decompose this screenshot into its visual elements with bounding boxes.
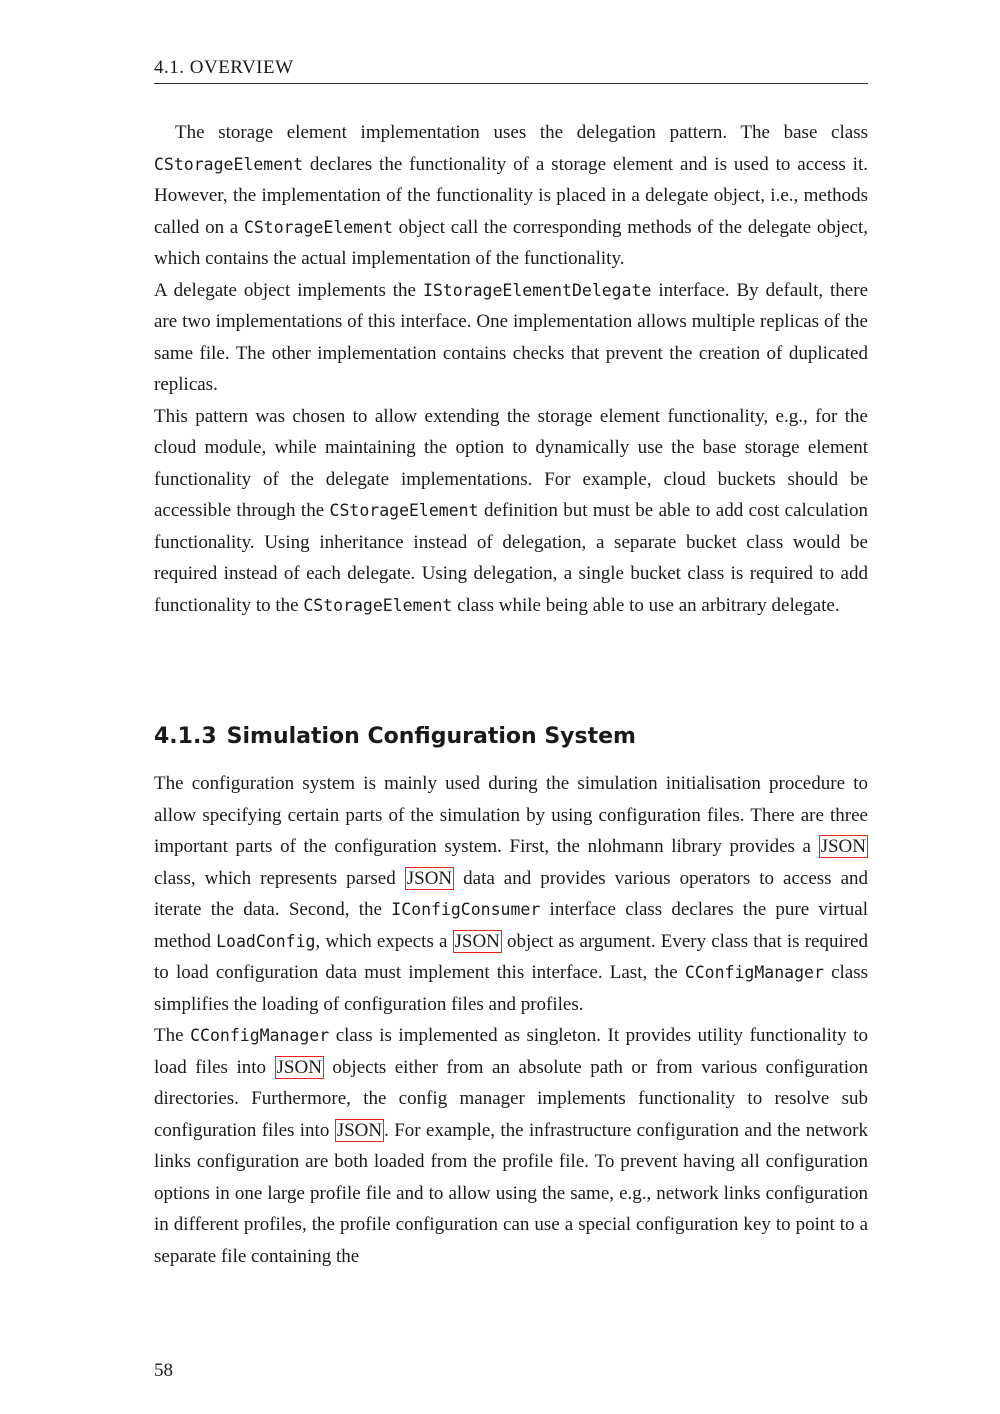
page-number: 58: [154, 1360, 173, 1381]
code-cconfigmanager: CConfigManager: [190, 1026, 330, 1045]
section-heading: [154, 722, 636, 752]
json-glossary-link[interactable]: JSON: [336, 1119, 383, 1141]
section-title: Simulation Configuration System: [226, 724, 636, 749]
section-body-delegation: [154, 117, 868, 621]
json-glossary-link[interactable]: JSON: [820, 836, 866, 857]
json-glossary-link[interactable]: JSON: [454, 930, 500, 952]
paragraph-config-manager: The CConfigManager class is implemented as singleton. It provides utility functionality to load files into JSON objects either from an absolute path or from various configuration directories. Furthermore, the config manager implements functionality to resolve sub configuration files into JSON . For example, the infrastructure configuration and the network links configuration are both loaded from the profile file. To prevent having all configuration options in one large profile file and to allow using the same, e.g., network links configuration in different profiles, the profile configuration can use a special configuration key to point to a separate file containing the: [154, 1025, 869, 1267]
code-loadconfig: LoadConfig: [216, 931, 316, 951]
section-number: 4.1.3: [154, 724, 217, 749]
code-cstorageelement: CStorageElement: [243, 217, 393, 237]
code-iconfigconsumer: IConfigConsumer: [391, 900, 541, 919]
running-header: [154, 57, 868, 84]
code-cstorageelement: CStorageElement: [303, 595, 453, 615]
json-glossary-link[interactable]: JSON: [406, 867, 453, 889]
paragraph-delegate-object: A delegate object implements the IStorageElementDelegate interface. By default, there are two implementations of this interface. One implementation allows multiple replicas of the same file. The other implementation contains checks that prevent the creation of duplicated replicas.: [154, 279, 868, 395]
code-cstorageelement: CStorageElement: [329, 501, 479, 520]
paragraph-pattern-rationale: This pattern was chosen to allow extending the storage element functionality, e.g., for the cloud module, while maintaining the option to dynamically use the base storage element functionality of the delegate implementations. For example, cloud buckets should be accessible through the CStorageElement definition but must be able to add cost calculation functionality. Using inheritance instead of delegation, a separate bucket class would be required instead of each delegate. Using delegation, a single bucket class is required to add functionality to the CStorageElement class while being able to use an arbitrary delegate.: [154, 405, 868, 616]
code-istorageelementdelegate: IStorageElementDelegate: [422, 280, 652, 300]
running-header-title: 4.1. OVERVIEW: [154, 57, 294, 78]
json-glossary-link[interactable]: JSON: [276, 1056, 322, 1078]
paragraph-delegation-pattern: The storage element implementation uses the delegation pattern. The base class CStorageElement declares the functionality of a storage element and is used to access it. However, the implementation of the functionality is placed in a delegate object, i.e., methods called on a CStorageElement object call the corresponding methods of the delegate object, which contains the actual implementation of the functionality.: [154, 122, 869, 269]
code-cconfigmanager: CConfigManager: [684, 963, 824, 982]
paragraph-config-system: The configuration system is mainly used during the simulation initialisation procedure to allow specifying certain parts of the simulation by using configuration files. There are three important parts of the configuration system. First, the nlohmann library provides a JSON class, which represents parsed JSON data and provides various operators to access and iterate the data. Second, the IConfigConsumer interface class declares the pure virtual method LoadConfig, which expects a JSON object as argument. Every class that is required to load configuration data must implement this interface. Last, the CConfigManager class simplifies the loading of configuration files and profiles.: [154, 773, 869, 1015]
code-cstorageelement: CStorageElement: [154, 154, 304, 174]
section-body-configuration: [154, 768, 868, 1272]
